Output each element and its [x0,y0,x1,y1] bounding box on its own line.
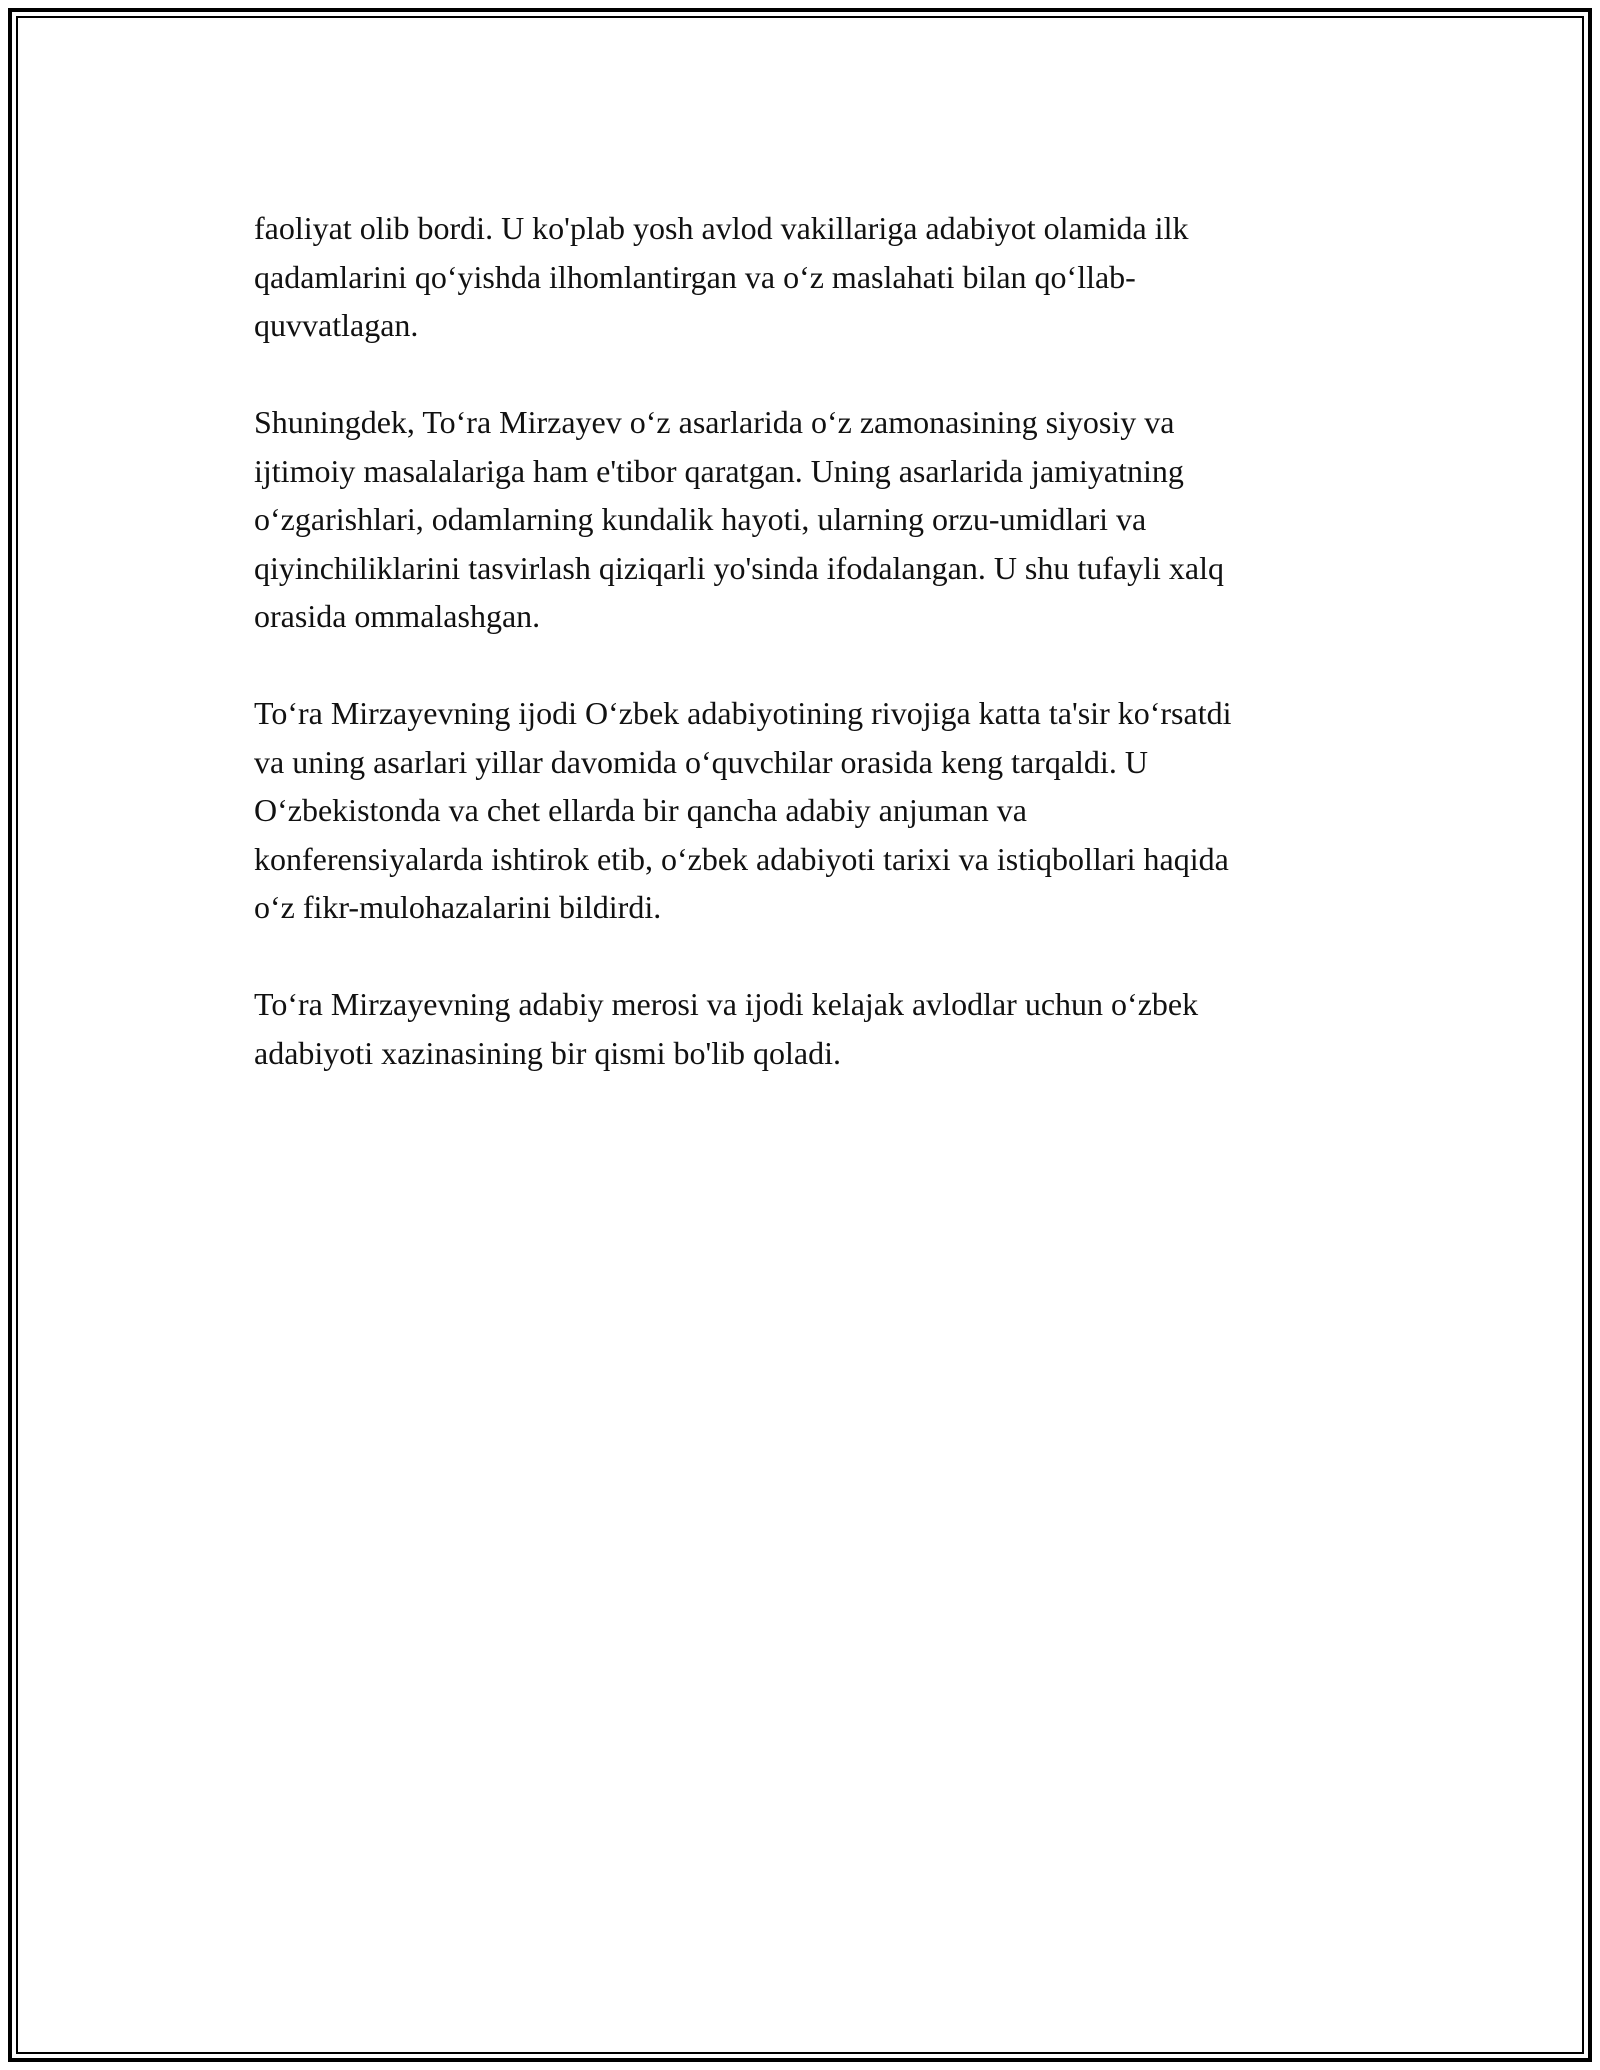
paragraph-1 [254,204,1384,350]
text-line: quvvatlagan. [254,307,419,343]
text-line: o‘zgarishlari, odamlarning kundalik hayoti, ularning orzu-umidlari va [254,501,1147,537]
text-line: Shuningdek, To‘ra Mirzayev o‘z asarlarida o‘z zamonasining siyosiy va [254,404,1175,440]
document-body [254,204,1384,1126]
text-line: qadamlarini qo‘yishda ilhomlantirgan va o‘z maslahati bilan qo‘llab- [254,258,1136,295]
text-line: ijtimoiy masalalariga ham e'tibor qaratgan. Uning asarlarida jamiyatning [254,452,1184,489]
document-page [8,8,1592,2062]
paragraph-2 [254,398,1384,641]
text-line: o‘z fikr-mulohazalarini bildirdi. [254,889,662,925]
text-line: orasida ommalashgan. [254,598,541,634]
paragraph-3 [254,689,1384,932]
text-line: faoliyat olib bordi. U ko'plab yosh avlod vakillariga adabiyot olamida ilk [254,210,1189,246]
text-line: va uning asarlari yillar davomida o‘quvchilar orasida keng tarqaldi. U [254,743,1148,780]
page-inner-border [16,16,1584,2054]
text-line: qiyinchiliklarini tasvirlash qiziqarli yo'sinda ifodalangan. U shu tufayli xalq [254,549,1224,586]
text-line: To‘ra Mirzayevning ijodi O‘zbek adabiyotining rivojiga katta ta'sir ko‘rsatdi [254,695,1232,731]
text-line: To‘ra Mirzayevning adabiy merosi va ijodi kelajak avlodlar uchun o‘zbek [254,986,1199,1022]
text-line: konferensiyalarda ishtirok etib, o‘zbek adabiyoti tarixi va istiqbollari haqida [254,840,1229,877]
text-line: O‘zbekistonda va chet ellarda bir qancha adabiy anjuman va [254,792,1027,828]
paragraph-4 [254,980,1384,1077]
text-line: adabiyoti xazinasining bir qismi bo'lib qoladi. [254,1034,842,1071]
